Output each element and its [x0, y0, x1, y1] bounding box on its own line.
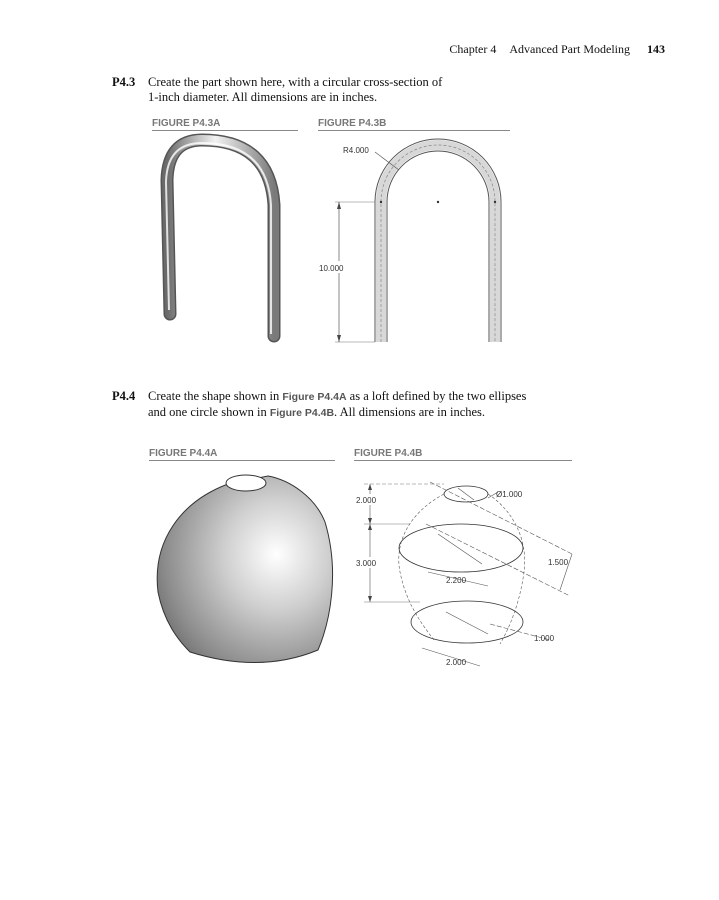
chapter-label: Chapter 4 [449, 42, 497, 56]
arrowhead [368, 484, 372, 490]
figure-p4-4b [350, 462, 570, 677]
figure-p4-4a [150, 462, 340, 672]
middle-depth-dimension: 1.500 [548, 558, 569, 567]
axis-line [438, 534, 482, 564]
bottom-width-dimension: 2.000 [446, 658, 467, 667]
figure-label-p4-4a: FIGURE P4.4A [149, 448, 335, 461]
problem-line [148, 405, 588, 421]
height-dimension: 10.000 [319, 264, 344, 273]
figure-p4-3b [315, 130, 515, 350]
problem-line [148, 389, 588, 405]
axis-line [458, 488, 474, 500]
tube-outline-inner [387, 151, 489, 342]
tube-centerline [381, 145, 495, 342]
arrowhead [368, 524, 372, 530]
figure-label-p4-4b: FIGURE P4.4B [354, 448, 572, 461]
arc-center-point [437, 201, 439, 203]
bottom-depth-dimension: 1.000 [534, 634, 555, 643]
text-run: as a loft defined by the two ellipses [346, 389, 527, 403]
loft-body [157, 476, 332, 663]
figure-p4-3a [150, 130, 300, 350]
middle-ellipse-profile [399, 524, 523, 572]
guide-curve [488, 494, 525, 644]
axis-line [446, 612, 488, 634]
radius-dimension: R4.000 [343, 146, 369, 155]
figure-reference-link[interactable]: Figure P4.4A [282, 391, 347, 403]
chapter-title: Advanced Part Modeling [509, 42, 630, 56]
dimension-value: 1.000 [502, 490, 523, 499]
problem-number: P4.4 [112, 389, 136, 403]
loft-top-face [226, 475, 266, 491]
tube-fill [381, 145, 495, 342]
text-run: and one circle shown in [148, 405, 270, 419]
running-header [449, 42, 665, 57]
text-run: Create the shape shown in [148, 389, 283, 403]
arrowhead [368, 518, 372, 524]
arrowhead [337, 202, 341, 209]
middle-width-dimension: 2.200 [446, 576, 467, 585]
figure-label-p4-3a: FIGURE P4.3A [152, 118, 298, 131]
tube-shape [167, 140, 274, 336]
problem-line: 1-inch diameter. All dimensions are in inches. [148, 90, 378, 104]
tube-shine [166, 143, 271, 334]
arc-end-point [494, 201, 496, 203]
problem-text [148, 75, 588, 105]
problem-text [148, 389, 588, 421]
bottom-ellipse-profile [411, 601, 523, 643]
page-number: 143 [647, 42, 665, 56]
guide-curve [399, 494, 444, 640]
middle-height-dimension: 3.000 [356, 559, 377, 568]
arrowhead [368, 596, 372, 602]
arrowhead [337, 335, 341, 342]
figure-reference-link[interactable]: Figure P4.4B [269, 407, 335, 419]
arc-end-point [380, 201, 382, 203]
problem-line: Create the part shown here, with a circular cross-section of [148, 75, 443, 89]
text-run: . All dimensions are in inches. [334, 405, 486, 419]
top-diameter-dimension: Ø1.000 [496, 490, 523, 499]
figure-label-p4-3b: FIGURE P4.3B [318, 118, 510, 131]
problem-number: P4.3 [112, 75, 136, 89]
top-height-dimension: 2.000 [356, 496, 377, 505]
